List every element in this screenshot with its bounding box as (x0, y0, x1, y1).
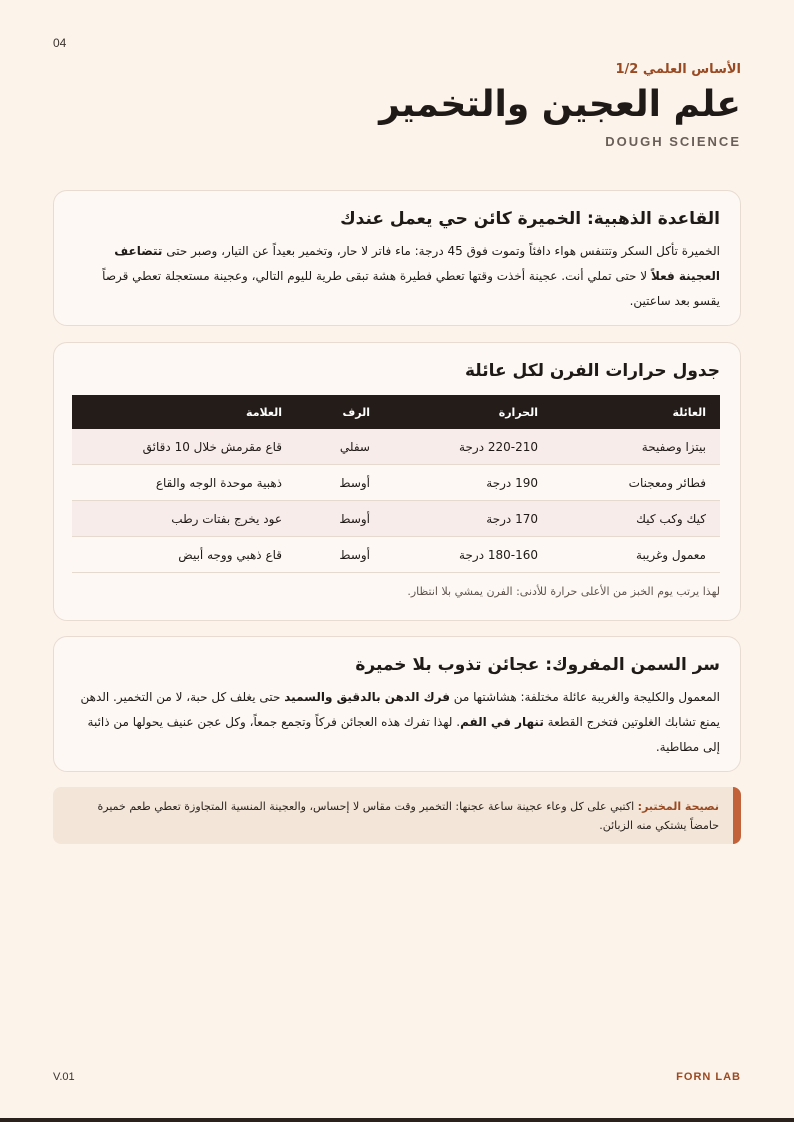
body-emphasis: فرك الدهن بالدقيق والسميد (284, 690, 450, 704)
cell-temperature: 220-210 درجة (384, 429, 552, 465)
card-body (74, 239, 720, 314)
cell-temperature: 190 درجة (384, 465, 552, 501)
oven-temperatures-card (53, 342, 741, 621)
cell-temperature: 180-160 درجة (384, 537, 552, 573)
card-heading: القاعدة الذهبية: الخميرة كائن حي يعمل عندك (340, 209, 720, 229)
cell-sign: ذهبية موحدة الوجه والقاع (72, 465, 296, 501)
card-body (74, 685, 720, 760)
cell-family: فطائر ومعجنات (552, 465, 720, 501)
cell-rack: سفلي (296, 429, 384, 465)
column-header-family: العائلة (672, 405, 706, 419)
cell-sign: قاع مقرمش خلال 10 دقائق (72, 429, 296, 465)
oven-temperature-table (72, 395, 720, 573)
body-emphasis: تتضاعف العجينة فعلاً (114, 244, 720, 283)
tip-text: اكتبي على كل وعاء عجينة ساعة عجنها: التخمير وقت مقاس لا إحساس، والعجينة المنسية المتجاوزة تعطي طعم خميرة حامضاً يشتكي منه الزبائن. (97, 800, 719, 832)
lab-tip-callout (53, 787, 741, 844)
body-emphasis: تنهار في الفم (460, 715, 544, 729)
table-row (72, 537, 720, 573)
cell-family: كيك وكب كيك (552, 501, 720, 537)
body-text: المعمول والكليجة والغريبة عائلة مختلفة: هشاشتها من (449, 690, 720, 704)
table-row (72, 501, 720, 537)
cell-rack: أوسط (296, 465, 384, 501)
tip-label: نصيحة المختبر: (637, 800, 719, 813)
cell-family: بيتزا وصفيحة (552, 429, 720, 465)
page-number: 04 (53, 36, 67, 50)
cell-rack: أوسط (296, 537, 384, 573)
section-eyebrow: الأساس العلمي 1/2 (615, 62, 741, 77)
bottom-rule (0, 1118, 794, 1122)
table-row (72, 465, 720, 501)
rubbed-fat-card (53, 636, 741, 772)
card-heading: جدول حرارات الفرن لكل عائلة (464, 361, 720, 381)
brand-label: FORN LAB (676, 1071, 741, 1083)
body-text: الخميرة تأكل السكر وتتنفس هواء دافئاً وتموت فوق 45 درجة: ماء فاتر لا حار، وتخمير بعيداً عن التيار، وصبر حتى (162, 244, 720, 258)
cell-sign: عود يخرج بفتات رطب (72, 501, 296, 537)
column-header-sign: العلامة (246, 405, 282, 419)
cell-sign: قاع ذهبي ووجه أبيض (72, 537, 296, 573)
cell-temperature: 170 درجة (384, 501, 552, 537)
page-subtitle: DOUGH SCIENCE (605, 134, 741, 150)
body-text: حتى يغلف كل حبة، لا من التخمير. الدهن يمنع تشابك الغلوتين فتخرج القطعة (80, 690, 720, 729)
page-header (51, 62, 741, 149)
page-title: علم العجين والتخمير (379, 84, 741, 125)
body-text: . لهذا تفرك هذه العجائن فركاً وتجمع جمعاً، وكل عجن عنيف يحولها من ذائبة إلى مطاطية. (87, 715, 720, 754)
body-text: لا حتى تملي أنت. عجينة أخذت وقتها تعطي فطيرة هشة تبقى طرية لليوم التالي، وعجينة مستعجلة تعطي قرصاً يقسو بعد ساعتين. (102, 269, 720, 308)
yeast-rule-card (53, 190, 741, 326)
column-header-rack: الرف (342, 405, 370, 419)
cell-family: معمول وغريبة (552, 537, 720, 573)
card-heading: سر السمن المفروك: عجائن تذوب بلا خميرة (355, 655, 720, 675)
column-header-temperature: الحرارة (498, 405, 538, 419)
table-row (72, 429, 720, 465)
version-label: V.01 (53, 1071, 75, 1083)
cell-rack: أوسط (296, 501, 384, 537)
table-header-row (72, 395, 720, 429)
table-note: لهذا يرتب يوم الخبز من الأعلى حرارة للأدنى: الفرن يمشي بلا انتظار. (407, 585, 720, 598)
